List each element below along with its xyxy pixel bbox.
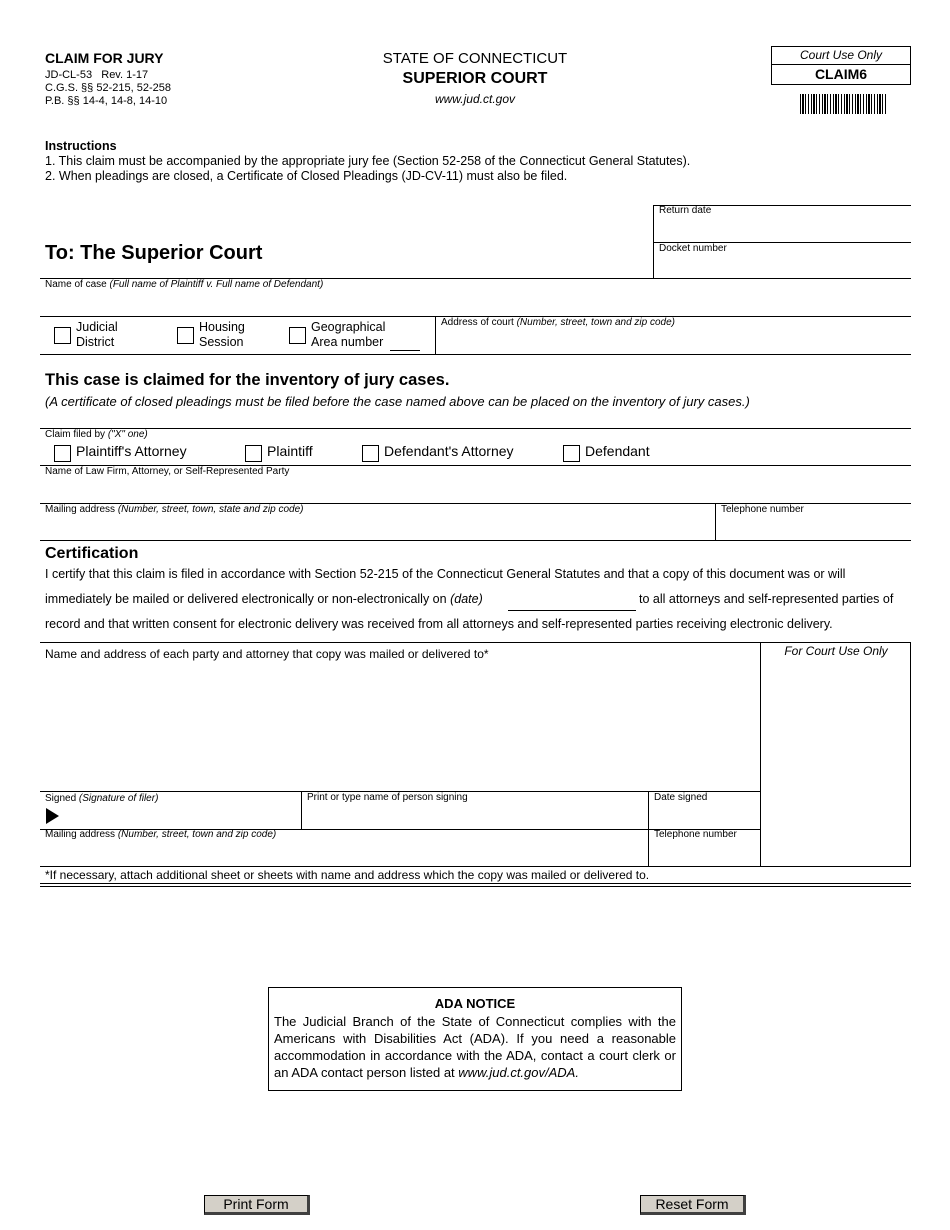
signed-hint: (Signature of filer) xyxy=(78,793,159,804)
housing-session-label: Housing Session xyxy=(199,320,245,349)
ada-heading: ADA NOTICE xyxy=(434,996,516,1011)
docket-number-field[interactable] xyxy=(654,256,910,277)
housing-session-checkbox[interactable] xyxy=(177,327,194,344)
cert-mailing-field[interactable] xyxy=(41,843,647,865)
claim-telephone-label: Telephone number xyxy=(721,504,804,515)
certification-line-2-after: to all attorneys and self-represented parties of xyxy=(639,592,894,606)
filed-by-label: Claim filed by xyxy=(45,429,106,440)
claim-mailing-label-line xyxy=(45,504,303,516)
date-signed-label: Date signed xyxy=(654,792,708,803)
docket-number-label: Docket number xyxy=(659,243,727,254)
return-date-field[interactable] xyxy=(654,218,910,241)
court-use-code: CLAIM6 xyxy=(814,66,868,82)
name-of-case-field[interactable] xyxy=(41,292,910,315)
reset-form-button[interactable]: Reset Form xyxy=(640,1195,746,1215)
plaintiffs-attorney-checkbox[interactable] xyxy=(54,445,71,462)
geographical-area-checkbox[interactable] xyxy=(289,327,306,344)
form-number: JD-CL-53 xyxy=(45,69,93,81)
address-of-court-field[interactable] xyxy=(437,330,910,353)
geographical-area-label: Geographical Area number xyxy=(311,320,386,349)
footnote: *If necessary, attach additional sheet or sheets with name and address which the copy was mailed or delivered to. xyxy=(45,868,650,882)
signature-arrow-icon xyxy=(46,808,60,824)
address-of-court-hint: (Number, street, town and zip code) xyxy=(516,317,676,328)
certification-date-field[interactable] xyxy=(508,592,636,611)
certification-line-2-before: immediately be mailed or delivered electronically or non-electronically on xyxy=(45,592,447,606)
claim-mailing-hint: (Number, street, town, state and zip code) xyxy=(117,504,304,515)
address-of-court-label-line xyxy=(441,317,675,329)
defendant-checkbox[interactable] xyxy=(563,445,580,462)
claim-telephone-field[interactable] xyxy=(717,517,910,539)
defendants-attorney-checkbox[interactable] xyxy=(362,445,379,462)
barcode xyxy=(800,94,886,114)
plaintiffs-attorney-label: Plaintiff's Attorney xyxy=(76,443,187,459)
plaintiff-checkbox[interactable] xyxy=(245,445,262,462)
statutes: C.G.S. §§ 52-215, 52-258 xyxy=(45,82,171,94)
certification-line-1: I certify that this claim is filed in accordance with Section 52-215 of the Connecticut General Statutes and that a copy of this document was or will xyxy=(45,567,846,581)
parties-label: Name and address of each party and attorney that copy was mailed or delivered to* xyxy=(45,647,489,661)
certification-heading: Certification xyxy=(45,545,139,562)
practice-book: P.B. §§ 14-4, 14-8, 14-10 xyxy=(45,95,168,107)
signature-field[interactable] xyxy=(62,806,299,828)
print-form-button[interactable]: Print Form xyxy=(204,1195,310,1215)
ada-notice-box xyxy=(268,987,682,1091)
claim-subheading: (A certificate of closed pleadings must be filed before the case named above can be placed on the inventory of jury cases.) xyxy=(45,394,750,409)
cert-mailing-label: Mailing address xyxy=(45,829,116,840)
instruction-item-2: 2. When pleadings are closed, a Certificate of Closed Pleadings (JD-CV-11) must also be filed. xyxy=(45,169,568,183)
signed-label: Signed xyxy=(45,793,77,804)
ada-text-block xyxy=(274,1013,676,1081)
court-use-label: Court Use Only xyxy=(772,47,910,65)
to-heading: To: The Superior Court xyxy=(45,242,263,264)
claim-heading: This case is claimed for the inventory of jury cases. xyxy=(45,371,450,389)
name-of-case-label-line xyxy=(45,279,323,291)
defendants-attorney-label: Defendant's Attorney xyxy=(384,443,514,459)
print-name-field[interactable] xyxy=(303,806,647,828)
certification-line-3: record and that written consent for electronic delivery was received from all attorneys and self-represented parties receiving electronic delivery. xyxy=(45,617,833,631)
cert-mailing-label-line xyxy=(45,829,276,841)
plaintiff-label: Plaintiff xyxy=(267,443,313,459)
ada-text: The Judicial Branch of the State of Connecticut complies with the Americans with Disabilities Act (ADA). If you need a reasonable accommodation in accordance with the ADA, contact a court clerk or an ADA contact person listed at xyxy=(274,1014,676,1080)
court-name: SUPERIOR COURT xyxy=(402,70,548,87)
website: www.jud.ct.gov xyxy=(434,92,516,106)
form-title: CLAIM FOR JURY xyxy=(45,50,164,66)
defendant-label: Defendant xyxy=(585,443,650,459)
ada-link[interactable]: www.jud.ct.gov/ADA. xyxy=(458,1065,579,1080)
return-date-label: Return date xyxy=(659,205,712,216)
claim-mailing-label: Mailing address xyxy=(45,504,116,515)
instructions-heading: Instructions xyxy=(45,139,117,153)
date-signed-field[interactable] xyxy=(650,806,759,828)
area-number-field[interactable] xyxy=(390,337,420,351)
signed-label-line xyxy=(45,793,158,805)
instruction-item-1: 1. This claim must be accompanied by the appropriate jury fee (Section 52-258 of the Connecticut General Statutes). xyxy=(45,154,691,168)
certification-date-hint: (date) xyxy=(450,592,483,606)
filed-by-hint: ("X" one) xyxy=(107,429,148,440)
form-number-line xyxy=(45,69,148,82)
form-revision: Rev. 1-17 xyxy=(101,69,149,81)
state-name: STATE OF CONNECTICUT xyxy=(382,50,568,67)
court-use-box xyxy=(771,46,911,85)
judicial-district-checkbox[interactable] xyxy=(54,327,71,344)
print-name-label: Print or type name of person signing xyxy=(307,792,468,803)
cert-telephone-label: Telephone number xyxy=(654,829,737,840)
certification-line-2-start xyxy=(45,592,483,606)
claim-mailing-field[interactable] xyxy=(41,517,714,539)
law-firm-field[interactable] xyxy=(41,479,910,502)
address-of-court-label: Address of court xyxy=(441,317,514,328)
cert-telephone-field[interactable] xyxy=(650,843,759,865)
cert-mailing-hint: (Number, street, town and zip code) xyxy=(117,829,277,840)
filed-by-label-line xyxy=(45,429,148,441)
name-of-case-hint: (Full name of Plaintiff v. Full name of Defendant) xyxy=(109,279,324,290)
law-firm-label: Name of Law Firm, Attorney, or Self-Represented Party xyxy=(45,466,290,477)
name-of-case-label: Name of case xyxy=(45,279,107,290)
parties-field[interactable] xyxy=(41,662,759,789)
court-use-only-label: For Court Use Only xyxy=(784,644,888,658)
judicial-district-label: Judicial District xyxy=(76,320,118,349)
